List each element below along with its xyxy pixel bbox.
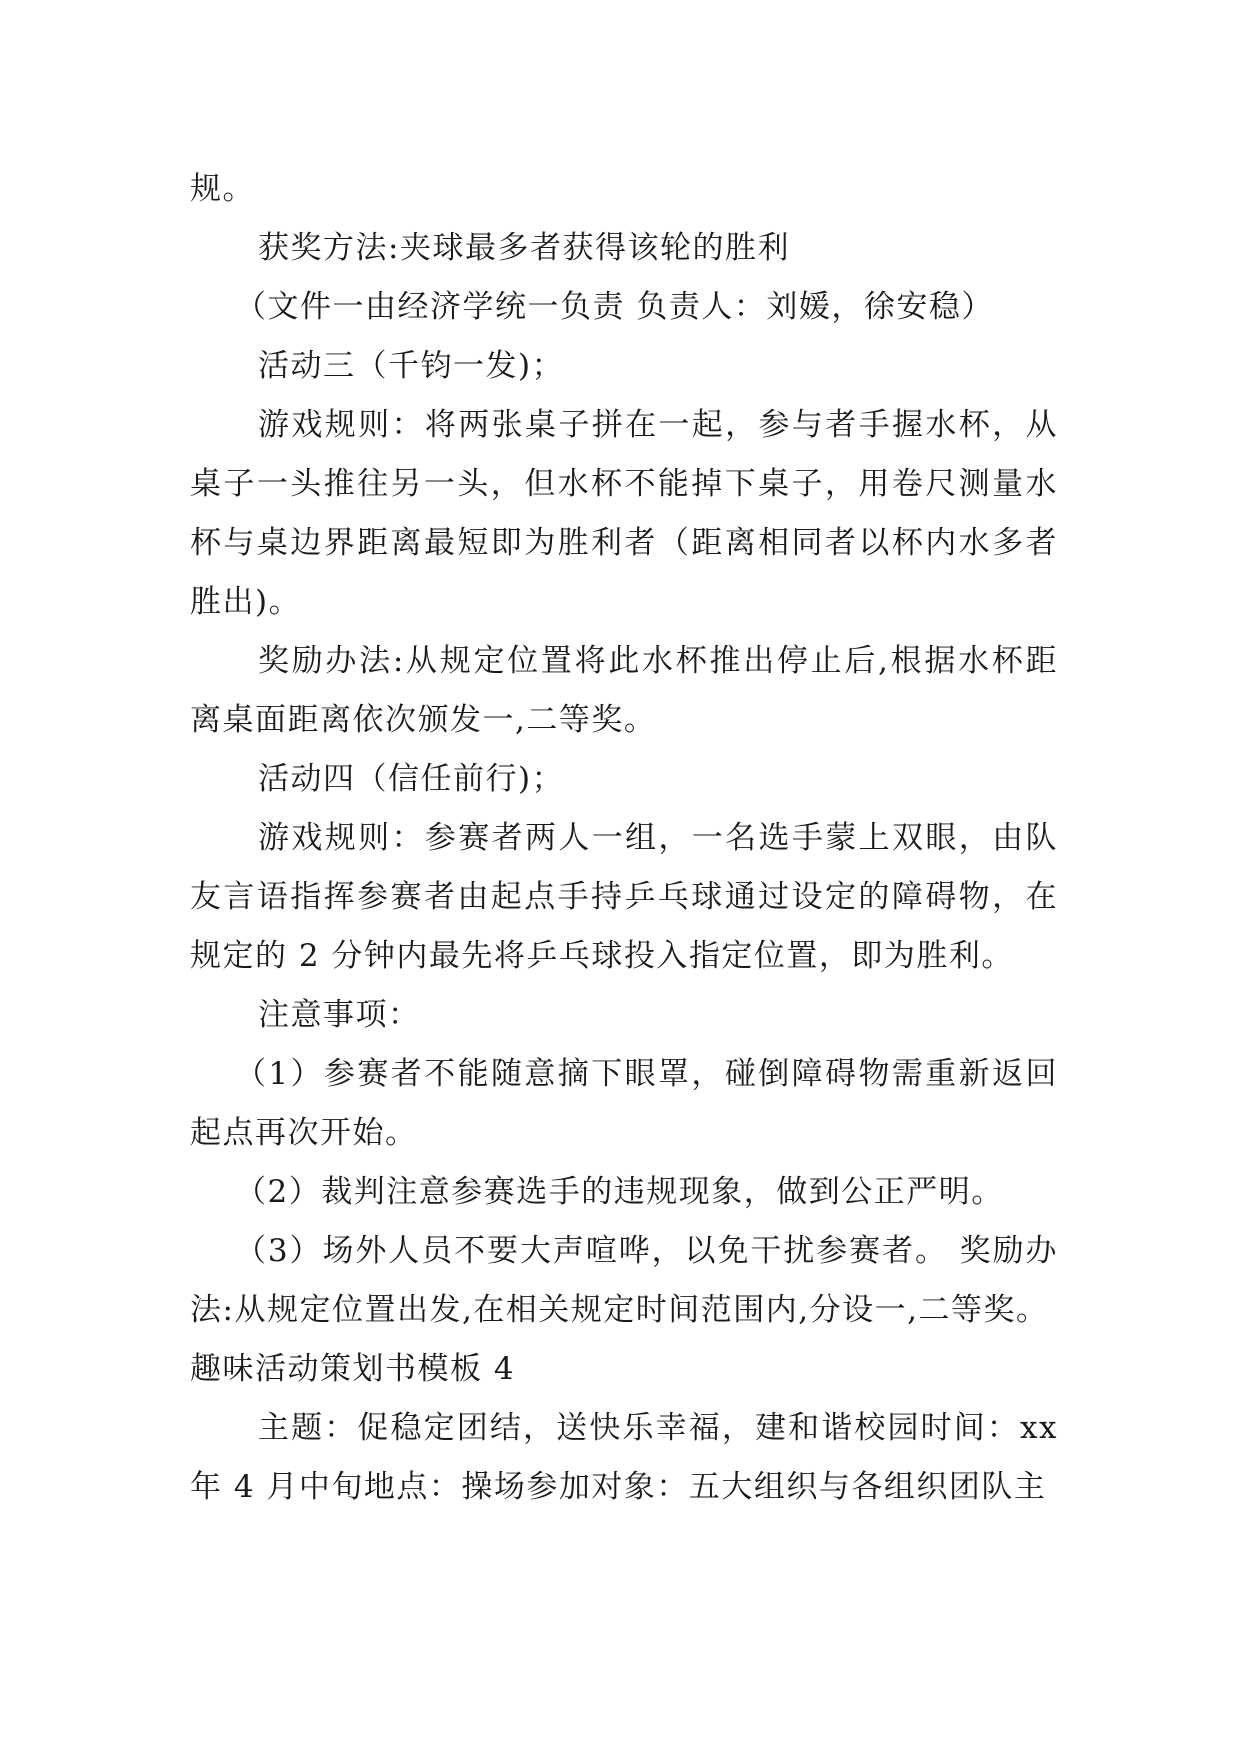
paragraph-activity-four-rules: 游戏规则：参赛者两人一组，一名选手蒙上双眼，由队友言语指挥参赛者由起点手持乒乓球通过设定的障碍物，在规定的 2 分钟内最先将乒乓球投入指定位置，即为胜利。 [190, 820, 1058, 974]
paragraph-activity-four-title: 活动四（信任前行)； [258, 761, 565, 797]
paragraph-note-1: （1）参赛者不能随意摘下眼罩，碰倒障碍物需重新返回起点再次开始。 [190, 1056, 1058, 1151]
paragraph-note-2: （2）裁判注意参赛选手的违规现象，做到公正严明。 [235, 1174, 1004, 1210]
paragraph-note-3: （3）场外人员不要大声喧哗，以免干扰参赛者。 奖励办法:从规定位置出发,在相关规定时间范围内,分设一,二等奖。 [190, 1233, 1058, 1328]
paragraph-award-method: 获奖方法:夹球最多者获得该轮的胜利 [258, 230, 790, 266]
document-body [190, 160, 1058, 1517]
paragraph-activity-three-reward: 奖励办法:从规定位置将此水杯推出停止后,根据水杯距离桌面距离依次颁发一,二等奖。 [190, 643, 1058, 738]
paragraph-continuation: 规。 [190, 171, 255, 207]
paragraph-activity-three-rules: 游戏规则：将两张桌子拼在一起，参与者手握水杯，从桌子一头推往另一头，但水杯不能掉下桌子，用卷尺测量水杯与桌边界距离最短即为胜利者（距离相同者以杯内水多者胜出)。 [190, 407, 1058, 620]
paragraph-activity-three-title: 活动三（千钧一发)； [258, 348, 565, 384]
paragraph-notes-heading: 注意事项： [258, 997, 421, 1033]
paragraph-template-4-theme: 主题：促稳定团结，送快乐幸福，建和谐校园时间：xx年 4 月中旬地点：操场参加对象：五大组织与各组织团队主 [190, 1410, 1058, 1505]
section-heading-template-4: 趣味活动策划书模板 4 [190, 1351, 516, 1387]
paragraph-responsible-note: （文件一由经济学统一负责 负责人：刘媛，徐安稳） [235, 289, 994, 325]
